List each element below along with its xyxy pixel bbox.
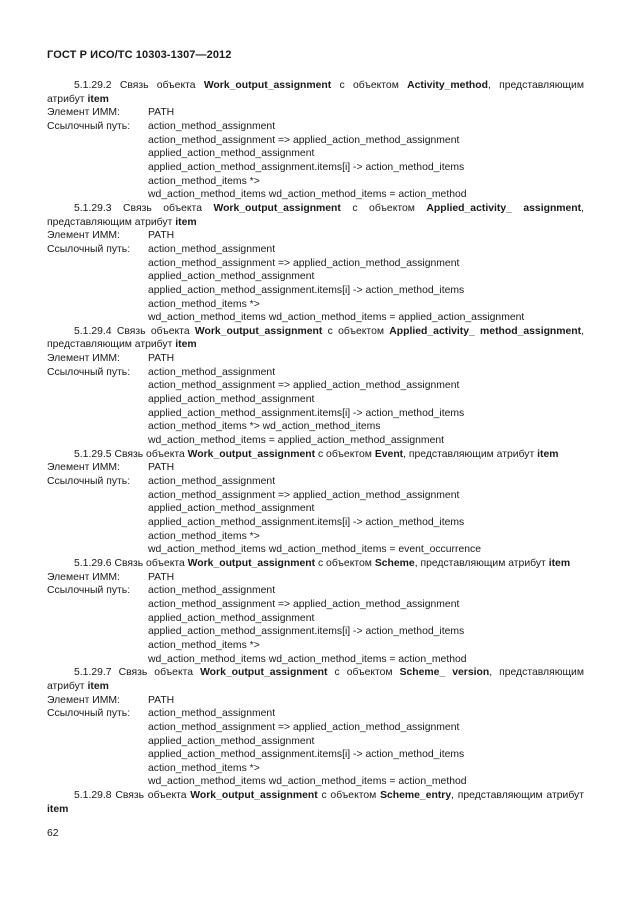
path-row: [47, 475, 584, 489]
path-line: wd_action_method_items wd_action_method_items = action_method: [148, 189, 467, 201]
element-value: PATH: [148, 462, 175, 474]
bold-term: item: [548, 557, 571, 569]
bold-term: item: [537, 448, 559, 460]
document-header: ГОСТ Р ИСО/ТС 10303-1307—2012: [47, 49, 232, 61]
heading-text: с объектом: [331, 80, 408, 91]
bold-term: Work_output_assignment: [200, 667, 328, 679]
path-line: action_method_assignment: [148, 708, 276, 720]
heading-text: 5.1.29.7 Связь объекта: [74, 667, 201, 679]
bold-term: item: [87, 680, 109, 692]
element-label: Элемент ИММ:: [47, 571, 120, 583]
path-label: Ссылочный путь:: [47, 120, 131, 132]
bold-term: Applied_activity_ method_assignment: [389, 325, 582, 337]
path-row: [47, 366, 584, 380]
path-label: Ссылочный путь:: [47, 476, 131, 488]
heading-text: , представляющим атрибут: [47, 667, 584, 692]
path-line: applied_action_method_assignment.items[i] -> action_method_items: [148, 284, 465, 296]
path-line: applied_action_method_assignment.items[i] -> action_method_items: [148, 626, 465, 638]
path-row: [47, 120, 584, 134]
path-line: action_method_assignment: [148, 366, 276, 378]
document-body: [47, 79, 584, 816]
bold-term: Scheme_ version: [399, 667, 490, 679]
path-line: wd_action_method_items wd_action_method_items = action_method: [148, 653, 467, 665]
element-label: Элемент ИММ:: [47, 462, 120, 474]
path-label: Ссылочный путь:: [47, 708, 131, 720]
element-label: Элемент ИММ:: [47, 694, 120, 706]
element-row: [47, 229, 584, 243]
heading-text: 5.1.29.2 Связь объекта: [74, 80, 204, 91]
path-line: action_method_items *>: [148, 175, 260, 187]
heading-text: с объектом: [315, 448, 375, 460]
path-line: action_method_assignment => applied_action_method_assignment: [148, 489, 460, 501]
section-heading: [47, 448, 584, 462]
path-line: wd_action_method_items = applied_action_method_assignment: [148, 435, 445, 447]
path-line: action_method_assignment: [148, 585, 276, 597]
section-heading: [47, 789, 584, 816]
path-line: action_method_assignment => applied_action_method_assignment: [148, 721, 460, 733]
path-line: applied_action_method_assignment: [148, 612, 315, 624]
element-label: Элемент ИММ:: [47, 230, 120, 242]
element-row: [47, 571, 584, 585]
path-row: [47, 707, 584, 721]
path-line: action_method_items *>: [148, 298, 260, 310]
path-line: action_method_assignment: [148, 120, 276, 132]
element-value: PATH: [148, 353, 175, 365]
bold-term: item: [87, 93, 109, 105]
path-line: applied_action_method_assignment: [148, 271, 315, 283]
path-label: Ссылочный путь:: [47, 366, 131, 378]
path-line: applied_action_method_assignment: [148, 503, 315, 515]
path-line: action_method_items *>: [148, 530, 260, 542]
heading-text: с объектом: [340, 202, 427, 214]
page-number: 62: [47, 828, 59, 839]
path-line: action_method_items *> wd_action_method_items: [148, 421, 381, 433]
heading-text: с объектом: [322, 325, 390, 337]
path-line: applied_action_method_assignment: [148, 735, 315, 747]
heading-text: 5.1.29.4 Связь объекта: [74, 325, 195, 337]
element-row: [47, 106, 584, 120]
heading-text: с объектом: [327, 667, 400, 679]
path-line: action_method_assignment => applied_action_method_assignment: [148, 257, 460, 269]
bold-term: item: [175, 339, 197, 351]
bold-term: Scheme_entry: [380, 790, 452, 802]
bold-term: Work_output_assignment: [203, 80, 332, 91]
path-row: [47, 584, 584, 598]
element-value: PATH: [148, 230, 175, 242]
element-label: Элемент ИММ:: [47, 107, 120, 119]
element-value: PATH: [148, 694, 175, 706]
path-line: action_method_items *>: [148, 639, 260, 651]
path-line: applied_action_method_assignment: [148, 394, 315, 406]
element-row: [47, 461, 584, 475]
path-line: wd_action_method_items wd_action_method_items = event_occurrence: [148, 544, 481, 556]
element-label: Элемент ИММ:: [47, 353, 120, 365]
section-heading: [47, 202, 584, 229]
bold-term: Activity_method: [407, 80, 488, 91]
heading-text: , представляющим атрибут: [451, 790, 584, 802]
path-line: applied_action_method_assignment.items[i] -> action_method_items: [148, 517, 465, 528]
element-row: [47, 352, 584, 366]
bold-term: Applied_activity_ assignment: [426, 202, 582, 214]
heading-text: с объектом: [315, 557, 375, 569]
section-heading: [47, 79, 584, 106]
heading-text: , представляющим атрибут: [47, 325, 584, 351]
section-heading: [47, 557, 584, 571]
heading-text: , представляющим атрибут: [47, 80, 585, 105]
heading-text: 5.1.29.6 Связь объекта: [74, 557, 188, 569]
heading-text: , представляющим атрибут: [47, 202, 585, 228]
bold-term: Work_output_assignment: [194, 325, 323, 337]
bold-term: Work_output_assignment: [187, 557, 316, 569]
element-value: PATH: [148, 107, 175, 119]
heading-text: с объектом: [317, 790, 381, 802]
path-label: Ссылочный путь:: [47, 585, 131, 597]
element-row: [47, 694, 584, 708]
bold-term: Work_output_assignment: [213, 202, 341, 214]
section-heading: [47, 666, 584, 693]
element-value: PATH: [148, 571, 175, 583]
heading-text: 5.1.29.3 Связь объекта: [74, 202, 214, 214]
bold-term: Event: [374, 448, 404, 460]
path-label: Ссылочный путь:: [47, 243, 131, 255]
bold-term: item: [175, 216, 197, 228]
heading-text: , представляющим атрибут: [403, 448, 538, 460]
path-line: applied_action_method_assignment.items[i] -> action_method_items: [148, 749, 465, 761]
bold-term: Scheme: [374, 557, 415, 569]
path-row: [47, 243, 584, 257]
path-line: applied_action_method_assignment: [148, 148, 315, 160]
path-line: action_method_assignment: [148, 243, 276, 255]
heading-text: , представляющим атрибут: [414, 557, 549, 569]
bold-term: Work_output_assignment: [187, 448, 316, 460]
path-line: action_method_assignment => applied_action_method_assignment: [148, 134, 460, 146]
path-line: action_method_assignment => applied_action_method_assignment: [148, 380, 460, 392]
heading-text: 5.1.29.5 Связь объекта: [74, 448, 188, 460]
section-heading: [47, 325, 584, 352]
bold-term: item: [47, 803, 69, 815]
path-line: action_method_assignment: [148, 476, 276, 488]
path-line: applied_action_method_assignment.items[i] -> action_method_items: [148, 407, 465, 419]
path-line: action_method_assignment => applied_action_method_assignment: [148, 598, 460, 610]
path-line: wd_action_method_items wd_action_method_items = action_method: [148, 776, 467, 788]
path-line: wd_action_method_items wd_action_method_items = applied_action_assignment: [148, 312, 525, 324]
bold-term: Work_output_assignment: [190, 790, 318, 802]
heading-text: 5.1.29.8 Связь объекта: [74, 790, 191, 802]
path-line: action_method_items *>: [148, 762, 260, 774]
path-line: applied_action_method_assignment.items[i] -> action_method_items: [148, 161, 465, 173]
